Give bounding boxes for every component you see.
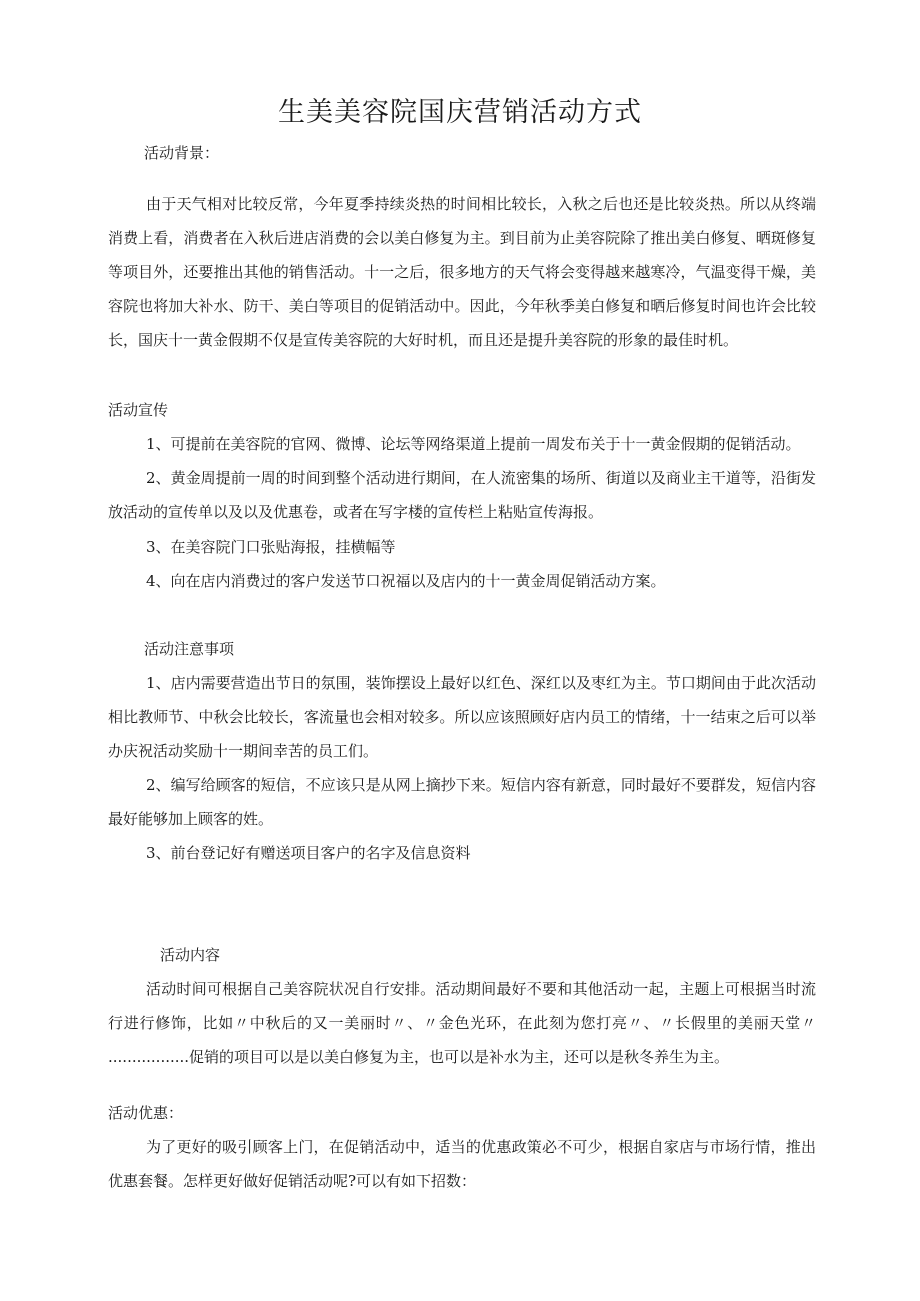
promotion-item-2: 2、黄金周提前一周的时间到整个活动进行期间，在人流密集的场所、街道以及商业主干道等，沿街发放活动的宣传单以及以及优惠卷，或者在写字楼的宣传栏上粘贴宣传海报。	[108, 469, 816, 521]
notes-item-1: 1、店内需要营造出节日的氛围，装饰摆设上最好以红色、深红以及枣红为主。节口期间由于此次活动相比教师节、中秋会比较长，客流量也会相对较多。所以应该照顾好店内员工的情绪，十一结束之后可以举办庆祝活动奖励十一期间幸苦的员工们。	[108, 674, 816, 760]
notes-heading: 活动注意事项	[144, 640, 235, 658]
page-title: 生美美容院国庆营销活动方式	[278, 97, 642, 128]
offer-paragraph: 为了更好的吸引顾客上门，在促销活动中，适当的优惠政策必不可少，根据自家店与市场行情，推出优惠套餐。怎样更好做好促销活动呢?可以有如下招数：	[108, 1138, 816, 1190]
notes-item-3: 3、前台登记好有赠送项目客户的名字及信息资料	[146, 844, 471, 862]
content-paragraph: 活动时间可根据自己美容院状况自行安排。活动期间最好不要和其他活动一起，主题上可根据当时流行进行修饰，比如〃中秋后的又一美丽时〃、〃金色光环，在此刻为您打亮〃、〃长假里的美丽天堂〃 .................促销的项目可以是以美白修复为主，也可以是补水为主，还可以是秋冬养生为主。	[108, 980, 816, 1066]
offer-heading: 活动优惠：	[108, 1104, 184, 1122]
notes-item-2: 2、编写给顾客的短信，不应该只是从网上摘抄下来。短信内容有新意，同时最好不要群发，短信内容最好能够加上顾客的姓。	[108, 776, 816, 828]
background-paragraph: 由于天气相对比较反常，今年夏季持续炎热的时间相比较长，入秋之后也还是比较炎热。所以从终端消费上看，消费者在入秋后进店消费的会以美白修复为主。到目前为止美容院除了推出美白修复、晒斑修复等项目外，还要推出其他的销售活动。十一之后，很多地方的天气将会变得越来越寒冷，气温变得干燥，美容院也将加大补水、防干、美白等项目的促销活动中。因此，今年秋季美白修复和晒后修复时间也许会比较长，国庆十一黄金假期不仅是宣传美容院的大好时机，而且还是提升美容院的形象的最佳时机。	[108, 195, 816, 349]
promotion-item-3: 3、在美容院门口张贴海报，挂横幅等	[146, 538, 396, 556]
content-heading: 活动内容	[160, 946, 221, 964]
promotion-heading: 活动宣传	[108, 401, 169, 419]
background-heading: 活动背景：	[144, 144, 220, 162]
promotion-item-4: 4、向在店内消费过的客户发送节口祝福以及店内的十一黄金周促销活动方案。	[146, 572, 666, 590]
promotion-item-1: 1、可提前在美容院的官网、微博、论坛等网络渠道上提前一周发布关于十一黄金假期的促销活动。	[146, 435, 801, 453]
